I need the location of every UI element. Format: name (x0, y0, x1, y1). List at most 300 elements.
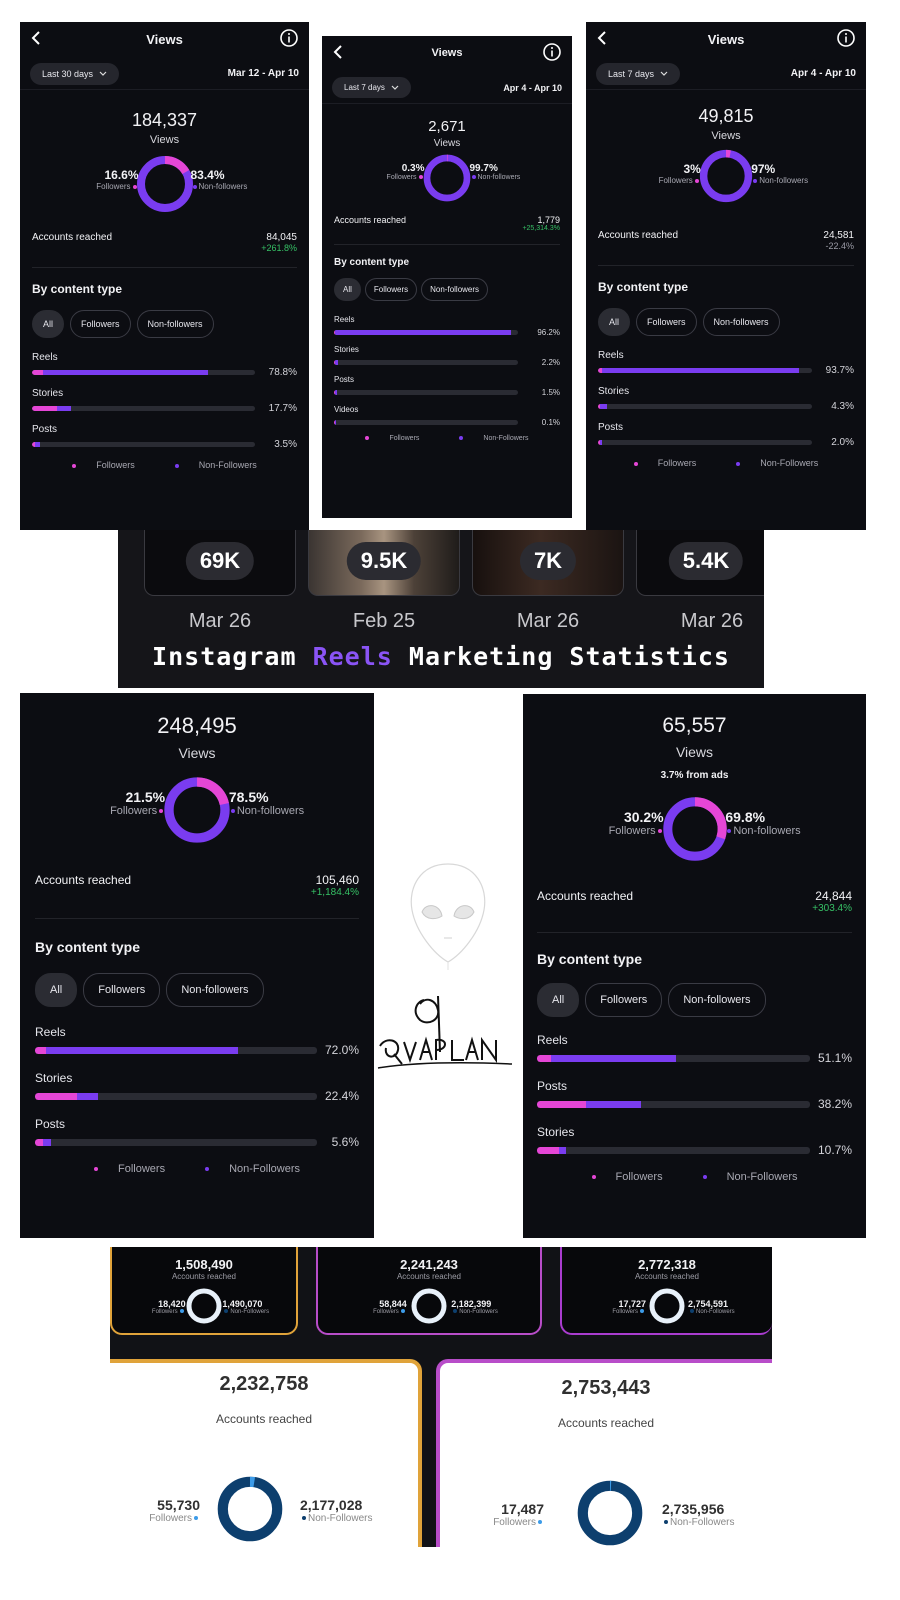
followers-label: Followers (608, 825, 656, 837)
views-summary (20, 110, 309, 146)
followers-stat (387, 163, 425, 181)
card-non-followers-label: Non-Followers (308, 1513, 373, 1524)
reach-change: +261.8% (261, 243, 297, 253)
handwritten-signature (376, 992, 516, 1084)
mini-reach-value: 1,508,490 (175, 1257, 233, 1272)
mini-followers-label: Followers (151, 1309, 178, 1315)
followers-pct: 0.3% (401, 163, 425, 174)
card-reach-donut (216, 1475, 284, 1543)
accounts-reached (20, 873, 374, 898)
legend-non-followers: Non-Followers (198, 460, 257, 470)
content-type-pct: 0.1% (541, 418, 560, 427)
views-panel-30-days (20, 22, 309, 530)
non-followers-pct: 99.7% (469, 163, 498, 174)
content-type-row (537, 1033, 852, 1065)
card-followers-value: 17,487 (501, 1501, 544, 1517)
audience-split (523, 795, 866, 867)
content-type-pct: 17.7% (268, 403, 297, 414)
content-type-row (35, 1071, 359, 1103)
followers-label: Followers (658, 176, 693, 185)
followers-stat (659, 162, 701, 185)
back-arrow-icon[interactable] (596, 31, 610, 45)
accounts-reached (322, 215, 572, 232)
range-dropdown[interactable] (332, 77, 411, 98)
content-type-heading: By content type (32, 282, 123, 296)
card-followers-label: Followers (149, 1513, 192, 1524)
reach-card (436, 1359, 772, 1547)
mini-followers-dot (640, 1309, 644, 1313)
divider (32, 267, 297, 268)
views-summary (322, 118, 572, 149)
mini-followers-value: 17,727 (618, 1299, 646, 1309)
followers-stat (609, 809, 664, 837)
header (20, 22, 309, 56)
non-followers-dot (727, 829, 731, 833)
filter-chips (20, 310, 309, 338)
content-type-row (598, 422, 854, 448)
content-type-row (598, 350, 854, 376)
non-followers-bar-segment (600, 404, 607, 409)
followers-bar-segment (32, 406, 57, 411)
audience-split (322, 153, 572, 205)
filter-all[interactable]: All (32, 310, 64, 338)
mini-reach-value: 2,241,243 (400, 1257, 458, 1272)
content-type-pct: 72.0% (324, 1043, 359, 1057)
card-reach-label: Accounts reached (215, 1412, 313, 1426)
non-followers-label: Non-followers (733, 825, 801, 837)
reach-value: 24,844 (815, 889, 852, 903)
non-followers-pct: 69.8% (725, 809, 766, 825)
filter-non-followers[interactable]: Non-followers (166, 973, 263, 1007)
info-icon[interactable] (279, 28, 299, 48)
non-followers-label: Non-followers (198, 182, 248, 191)
card-reach-value: 2,232,758 (219, 1373, 309, 1395)
non-followers-bar-segment (335, 360, 338, 365)
range-label: Last 30 days (42, 68, 94, 79)
reel-views-badge: 9.5K (347, 542, 421, 580)
views-label: Views (433, 138, 461, 149)
filter-all[interactable]: All (537, 983, 579, 1017)
content-type-name: Stories (35, 1071, 73, 1085)
followers-bar-segment (537, 1147, 559, 1154)
followers-pct: 30.2% (623, 809, 664, 825)
views-summary (20, 713, 374, 761)
views-label: Views (711, 130, 741, 142)
filter-all[interactable]: All (598, 308, 630, 336)
content-type-bar (334, 420, 518, 425)
non-followers-dot (193, 185, 197, 189)
content-type-name: Posts (537, 1079, 568, 1093)
reach-mini-card (110, 1247, 298, 1335)
views-count: 65,557 (662, 714, 727, 737)
card-reach-label: Accounts reached (557, 1416, 655, 1430)
mini-reach-label: Accounts reached (171, 1272, 237, 1281)
page-title: Views (431, 47, 463, 59)
accounts-reached (586, 230, 866, 251)
filter-non-followers[interactable]: Non-followers (668, 983, 765, 1017)
filter-all[interactable]: All (334, 278, 361, 301)
non-followers-stat (725, 809, 800, 837)
page-title: Views (707, 31, 745, 47)
legend (20, 1163, 374, 1175)
legend-non-followers-dot (175, 464, 179, 468)
legend-followers-dot (94, 1167, 98, 1171)
reel-date: Feb 25 (352, 610, 416, 632)
content-type-pct: 4.3% (831, 401, 854, 412)
reach-change: +25,314.3% (522, 225, 560, 232)
card-non-followers-value: 2,177,028 (300, 1497, 363, 1513)
content-type-bars (586, 350, 866, 448)
non-followers-bar-segment (551, 1055, 677, 1062)
card-followers-dot (538, 1520, 542, 1524)
non-followers-dot (472, 175, 476, 179)
non-followers-dot (753, 179, 757, 183)
content-type-row (598, 386, 854, 412)
content-type-pct: 5.6% (331, 1135, 359, 1149)
filter-all[interactable]: All (35, 973, 77, 1007)
reach-label: Accounts reached (537, 889, 634, 903)
range-label: Last 7 days (608, 68, 655, 79)
reel-views-badge: 5.4K (669, 542, 743, 580)
reach-value: 84,045 (266, 232, 297, 243)
legend-followers: Followers (96, 460, 135, 470)
date-range: Apr 4 - Apr 10 (790, 68, 856, 79)
legend (20, 460, 309, 470)
card-non-followers-label: Non-Followers (670, 1517, 735, 1528)
audience-split (20, 154, 309, 218)
mini-non-followers-value: 1,490,070 (222, 1299, 263, 1309)
ads-note: 3.7% from ads (660, 770, 729, 781)
content-type-bar (35, 1139, 317, 1146)
legend-non-followers-dot (703, 1175, 707, 1179)
followers-bar-segment (35, 1139, 43, 1146)
content-type-name: Reels (537, 1033, 568, 1047)
mini-non-followers-dot (690, 1309, 694, 1313)
mini-reach-donut (410, 1287, 448, 1325)
content-type-row (35, 1025, 359, 1057)
content-type-name: Reels (32, 352, 58, 363)
accounts-reached (523, 889, 866, 914)
followers-label: Followers (96, 182, 131, 191)
legend (322, 435, 572, 442)
reels-strip (118, 530, 764, 688)
non-followers-dot (231, 809, 235, 813)
banner-title (118, 642, 764, 671)
filter-non-followers[interactable]: Non-followers (137, 310, 214, 338)
content-type-pct: 10.7% (817, 1143, 852, 1157)
legend-followers: Followers (657, 458, 697, 468)
content-type-bar (35, 1093, 317, 1100)
reel-views-badge: 69K (186, 542, 254, 580)
mini-non-followers-label: Non-Followers (459, 1309, 498, 1315)
filter-followers[interactable]: Followers (636, 308, 697, 336)
reach-card (110, 1359, 422, 1547)
reel-date: Mar 26 (680, 610, 744, 632)
non-followers-label: Non-followers (236, 805, 305, 817)
views-panel-7-days-a (322, 36, 572, 518)
mini-non-followers-label: Non-Followers (696, 1309, 735, 1315)
back-arrow-icon[interactable] (30, 31, 44, 45)
non-followers-bar-segment (559, 1147, 566, 1154)
mini-reach-donut (185, 1287, 223, 1325)
reel-thumbnail[interactable] (636, 530, 764, 596)
legend (586, 458, 866, 468)
reach-value: 24,581 (823, 230, 854, 241)
non-followers-stat (229, 789, 304, 817)
views-summary (523, 714, 866, 781)
views-panel-large-a (20, 693, 374, 1238)
content-type-bar (32, 442, 255, 447)
non-followers-bar-segment (602, 368, 798, 373)
content-type-bar (598, 440, 812, 445)
card-non-followers-dot (302, 1516, 306, 1520)
content-type-row (32, 388, 297, 414)
non-followers-pct: 83.4% (190, 168, 225, 182)
page-title: Views (146, 31, 183, 47)
chevron-down-icon (660, 71, 668, 77)
mini-reach-donut (648, 1287, 686, 1325)
views-count: 2,671 (428, 118, 466, 135)
non-followers-bar-segment (57, 406, 72, 411)
followers-bar-segment (35, 1093, 77, 1100)
reach-mini-card (560, 1247, 772, 1335)
legend-followers: Followers (118, 1163, 166, 1175)
content-type-pct: 2.0% (831, 437, 854, 448)
divider (598, 265, 854, 266)
filter-chips (586, 308, 866, 336)
followers-bar-segment (537, 1101, 586, 1108)
non-followers-pct: 78.5% (228, 789, 269, 805)
chevron-down-icon (391, 85, 399, 91)
reach-label: Accounts reached (32, 232, 113, 243)
views-label: Views (178, 745, 216, 761)
content-type-name: Stories (32, 388, 64, 399)
header (586, 22, 866, 56)
range-dropdown[interactable] (596, 63, 680, 85)
reach-value: 1,779 (537, 215, 560, 225)
views-summary (586, 106, 866, 142)
followers-pct: 21.5% (125, 789, 166, 805)
filter-chips (523, 983, 866, 1017)
non-followers-arc (427, 158, 467, 198)
reach-value: 105,460 (315, 873, 359, 887)
non-followers-label: Non-followers (477, 174, 521, 181)
mini-non-followers-dot (224, 1309, 228, 1313)
non-followers-bar-segment (586, 1101, 641, 1108)
content-type-pct: 22.4% (324, 1089, 359, 1103)
filter-followers[interactable]: Followers (585, 983, 662, 1017)
date-range: Apr 4 - Apr 10 (503, 82, 562, 93)
content-type-bar (537, 1101, 810, 1108)
reel-thumbnail[interactable] (144, 530, 296, 596)
range-row (322, 70, 572, 104)
views-count: 49,815 (698, 106, 754, 126)
content-type-heading: By content type (598, 280, 689, 294)
content-type-bar (334, 330, 518, 335)
content-type-pct: 2.2% (541, 358, 560, 367)
non-followers-bar-segment (77, 1093, 98, 1100)
reach-change: +1,184.4% (310, 887, 359, 898)
mini-followers-value: 58,844 (379, 1299, 407, 1309)
legend-non-followers-dot (459, 436, 463, 440)
audience-donut (135, 154, 195, 214)
mini-reach-value: 2,772,318 (638, 1257, 696, 1272)
views-label: Views (675, 744, 714, 760)
filter-non-followers[interactable]: Non-followers (421, 278, 488, 301)
legend-non-followers: Non-Followers (483, 435, 529, 442)
legend-followers-dot (72, 464, 76, 468)
content-type-name: Posts (334, 375, 355, 384)
content-type-name: Videos (334, 405, 359, 414)
reel-thumbnail[interactable] (472, 530, 624, 596)
reach-change: +303.4% (812, 903, 852, 914)
date-range: Mar 12 - Apr 10 (227, 68, 299, 79)
mini-reach-label: Accounts reached (634, 1272, 700, 1281)
divider (334, 244, 560, 245)
content-type-name: Stories (598, 386, 630, 397)
followers-stat (110, 789, 165, 817)
mini-non-followers-label: Non-Followers (230, 1309, 270, 1315)
non-followers-pct: 97% (751, 162, 776, 176)
audience-split (586, 148, 866, 212)
content-type-bar (334, 390, 518, 395)
range-row (20, 56, 309, 90)
content-type-bar (32, 370, 255, 375)
followers-bar-segment (32, 370, 43, 375)
followers-label: Followers (110, 805, 158, 817)
reach-change: -22.4% (825, 241, 854, 251)
non-followers-bar-segment (335, 330, 511, 335)
content-type-row (334, 405, 560, 427)
followers-label: Followers (386, 174, 417, 181)
content-type-bar (598, 404, 812, 409)
content-type-bar (32, 406, 255, 411)
non-followers-bar-segment (35, 442, 39, 447)
legend-followers: Followers (389, 435, 420, 442)
legend-non-followers: Non-Followers (229, 1163, 300, 1175)
chevron-down-icon (99, 71, 107, 77)
content-type-row (334, 375, 560, 397)
legend-non-followers: Non-Followers (726, 1171, 798, 1183)
reel-thumbnail[interactable] (308, 530, 460, 596)
followers-pct: 16.6% (104, 168, 139, 182)
non-followers-arc (223, 1482, 277, 1536)
back-arrow-icon[interactable] (332, 45, 346, 59)
audience-split (20, 775, 374, 847)
content-type-row (32, 424, 297, 450)
legend-non-followers-dot (736, 462, 740, 466)
followers-bar-segment (537, 1055, 551, 1062)
content-type-name: Reels (598, 350, 624, 361)
content-type-pct: 1.5% (541, 388, 560, 397)
content-type-bar (334, 360, 518, 365)
card-non-followers-value: 2,735,956 (662, 1501, 725, 1517)
range-dropdown[interactable] (30, 63, 119, 85)
reach-collage (110, 1247, 772, 1547)
filter-followers[interactable]: Followers (83, 973, 160, 1007)
legend-followers-dot (634, 462, 638, 466)
info-icon[interactable] (542, 42, 562, 62)
content-type-row (35, 1117, 359, 1149)
alien-sketch-logo (402, 858, 494, 970)
divider (537, 932, 852, 933)
filter-non-followers[interactable]: Non-followers (703, 308, 780, 336)
non-followers-bar-segment (43, 370, 208, 375)
card-followers-dot (194, 1516, 198, 1520)
range-label: Last 7 days (344, 83, 385, 92)
card-followers-value: 55,730 (157, 1497, 200, 1513)
legend-non-followers: Non-Followers (760, 458, 819, 468)
mini-followers-dot (180, 1309, 184, 1313)
non-followers-bar-segment (335, 390, 336, 395)
content-type-pct: 51.1% (817, 1051, 852, 1065)
mini-non-followers-dot (453, 1309, 457, 1313)
legend-followers-dot (592, 1175, 596, 1179)
reel-date: Mar 26 (516, 610, 580, 632)
views-label: Views (149, 134, 180, 146)
content-type-name: Reels (35, 1025, 66, 1039)
content-type-bar (598, 368, 812, 373)
legend-followers: Followers (615, 1171, 663, 1183)
non-followers-stat (470, 163, 521, 181)
info-icon[interactable] (836, 28, 856, 48)
content-type-row (537, 1079, 852, 1111)
mini-non-followers-value: 2,754,591 (688, 1299, 729, 1309)
legend-non-followers-dot (205, 1167, 209, 1171)
mini-followers-value: 18,420 (158, 1299, 186, 1309)
content-type-bar (537, 1055, 810, 1062)
views-panel-large-b (523, 694, 866, 1238)
content-type-name: Reels (334, 315, 355, 324)
content-type-bars (322, 315, 572, 427)
content-type-row (537, 1125, 852, 1157)
non-followers-bar-segment (335, 420, 336, 425)
card-non-followers-dot (664, 1520, 668, 1524)
mini-followers-dot (401, 1309, 405, 1313)
banner-title-part3: Marketing Statistics (408, 642, 730, 671)
followers-pct: 3% (683, 162, 701, 176)
content-type-bars (20, 1025, 374, 1149)
card-followers-label: Followers (493, 1517, 536, 1528)
views-count: 184,337 (131, 110, 198, 130)
mini-followers-label: Followers (373, 1309, 399, 1315)
content-type-heading: By content type (35, 939, 141, 955)
content-type-row (334, 315, 560, 337)
filter-followers[interactable]: Followers (70, 310, 131, 338)
mini-reach-label: Accounts reached (396, 1272, 462, 1281)
non-followers-stat (191, 168, 248, 191)
non-followers-bar-segment (600, 440, 603, 445)
content-type-pct: 3.5% (274, 439, 297, 450)
content-type-bar (35, 1047, 317, 1054)
views-count: 248,495 (157, 713, 237, 738)
content-type-name: Posts (35, 1117, 66, 1131)
content-type-bar (537, 1147, 810, 1154)
content-type-pct: 38.2% (817, 1097, 852, 1111)
filter-chips (322, 278, 572, 301)
mini-non-followers-value: 2,182,399 (451, 1299, 492, 1309)
content-type-name: Stories (334, 345, 359, 354)
banner-title-accent: Reels (312, 642, 393, 671)
audience-donut (698, 148, 754, 204)
content-type-row (334, 345, 560, 367)
accounts-reached (20, 232, 309, 253)
filter-followers[interactable]: Followers (365, 278, 417, 301)
content-type-heading: By content type (334, 257, 410, 268)
non-followers-bar-segment (46, 1047, 238, 1054)
audience-donut (162, 775, 232, 845)
header (322, 36, 572, 70)
